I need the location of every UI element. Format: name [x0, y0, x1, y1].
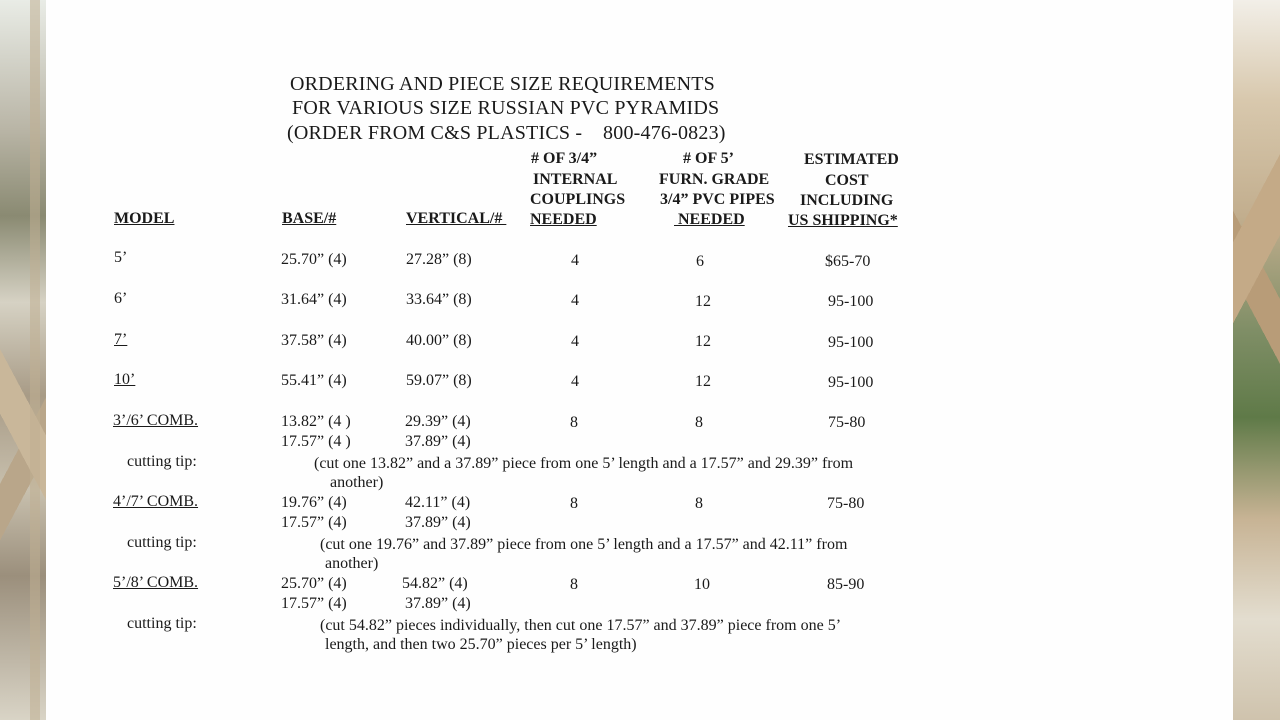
- row-base-2: 17.57” (4): [281, 514, 347, 531]
- row-base-2: 17.57” (4): [281, 595, 347, 612]
- row-model: 4’/7’ COMB.: [113, 493, 199, 510]
- header-vertical: VERTICAL/#: [406, 210, 507, 227]
- row-pipes: 6: [696, 253, 704, 270]
- row-vertical: 29.39” (4): [405, 413, 471, 430]
- row-pipes: 12: [695, 293, 711, 310]
- row-pipes: 12: [695, 333, 711, 350]
- row-cost: 75-80: [827, 495, 865, 512]
- row-base: 13.82” (4 ): [281, 413, 351, 430]
- row-vertical: 33.64” (8): [406, 291, 472, 308]
- row-model: 3’/6’ COMB.: [113, 412, 199, 429]
- cutting-tip-text-cont: another): [325, 555, 379, 572]
- row-couplings: 4: [571, 252, 579, 269]
- row-cost: 95-100: [828, 293, 874, 310]
- row-couplings: 8: [570, 495, 578, 512]
- cutting-tip-text: (cut one 19.76” and 37.89” piece from one 5’ length and a 17.57” and 42.11” from: [320, 536, 848, 553]
- row-base: 55.41” (4): [281, 372, 347, 389]
- row-couplings: 8: [570, 576, 578, 593]
- row-cost: 85-90: [827, 576, 865, 593]
- row-base: 25.70” (4): [281, 251, 347, 268]
- row-model: 5’: [114, 249, 128, 266]
- row-base-2: 17.57” (4 ): [281, 433, 351, 450]
- row-model: 10’: [114, 371, 136, 388]
- cutting-tip-text: (cut one 13.82” and a 37.89” piece from one 5’ length and a 17.57” and 29.39” from: [314, 455, 854, 472]
- header-base: BASE/#: [282, 210, 337, 227]
- row-couplings: 8: [570, 414, 578, 431]
- row-base: 37.58” (4): [281, 332, 347, 349]
- title-line-2: FOR VARIOUS SIZE RUSSIAN PVC PYRAMIDS: [292, 97, 720, 119]
- header-model: MODEL: [114, 210, 175, 227]
- row-model: 5’/8’ COMB.: [113, 574, 199, 591]
- row-base: 19.76” (4): [281, 494, 347, 511]
- row-couplings: 4: [571, 373, 579, 390]
- row-model: 6’: [114, 290, 128, 307]
- row-base: 31.64” (4): [281, 291, 347, 308]
- row-vertical-2: 37.89” (4): [405, 514, 471, 531]
- row-vertical: 59.07” (8): [406, 372, 472, 389]
- row-vertical-2: 37.89” (4): [405, 433, 471, 450]
- cutting-tip-text: (cut 54.82” pieces individually, then cut one 17.57” and 37.89” piece from one 5’: [320, 617, 842, 634]
- row-vertical: 42.11” (4): [405, 494, 471, 511]
- row-model: 7’: [114, 331, 128, 348]
- row-vertical: 27.28” (8): [406, 251, 472, 268]
- row-cost: $65-70: [825, 253, 871, 270]
- row-pipes: 8: [695, 495, 703, 512]
- title-line-1: ORDERING AND PIECE SIZE REQUIREMENTS: [290, 73, 715, 95]
- row-cost: 75-80: [828, 414, 866, 431]
- background-photo-right: [1233, 0, 1280, 720]
- row-cost: 95-100: [828, 334, 874, 351]
- cutting-tip-label: cutting tip:: [127, 453, 197, 470]
- row-pipes: 12: [695, 373, 711, 390]
- row-vertical: 54.82” (4): [402, 575, 468, 592]
- cutting-tip-text-cont: another): [330, 474, 384, 491]
- row-pipes: 8: [695, 414, 703, 431]
- background-photo-left: [0, 0, 46, 720]
- cutting-tip-label: cutting tip:: [127, 534, 197, 551]
- cutting-tip-label: cutting tip:: [127, 615, 197, 632]
- row-vertical-2: 37.89” (4): [405, 595, 471, 612]
- row-vertical: 40.00” (8): [406, 332, 472, 349]
- row-cost: 95-100: [828, 374, 874, 391]
- row-base: 25.70” (4): [281, 575, 347, 592]
- document-page: ORDERING AND PIECE SIZE REQUIREMENTS FOR VARIOUS SIZE RUSSIAN PVC PYRAMIDS (ORDER FROM C&S PLASTICS - 800-476-0823) MODEL BASE/# VERTICAL/# # OF 3/4” INTERNAL COUPLINGS NEEDED # OF 5’ FURN. GRADE 3/4” PVC PIPES NEEDED ESTIMATED COST INCLUDING US SHIPPING* 5’ 25.70” (4) 27.28” (8) 4 6 $65-70 6’ 31.64” (4) 33.64” (8) 4 12 95-100 7’ 37.58” (4) 40.00” (8) 4 12 95-100 10’ 55.41” (4) 59.07” (8) 4 12 95-100 3’/6’ COMB. 13.82” (4 ) 17.57” (4 ) 29.39” (4) 37.89” (4) 8 8 75-80 cutting tip: (cut one 13.82” and a 37.89” piece from one 5’ length and a 17.57” and 29.39” from another) 4’/7’ COMB. 19.76” (4) 17.57” (4) 42.11” (4) 37.89” (4) 8 8 75-80 cutting tip: (cut one 19.76” and 37.89” piece from one 5’ length and a 17.57” and 42.11” from another) 5’/8’ COMB. 25.70” (4) 17.57” (4) 54.82” (4) 37.89” (4) 8 10 85-90 cutting tip: (cut 54.82” pieces individually, then cut one 17.57” and 37.89” piece from one 5’ length, and then two 25.70” pieces per 5’ length): [46, 0, 1233, 720]
- row-pipes: 10: [694, 576, 710, 593]
- cutting-tip-text-cont: length, and then two 25.70” pieces per 5’ length): [325, 636, 637, 653]
- row-couplings: 4: [571, 292, 579, 309]
- row-couplings: 4: [571, 333, 579, 350]
- title-line-3: (ORDER FROM C&S PLASTICS - 800-476-0823): [287, 122, 726, 144]
